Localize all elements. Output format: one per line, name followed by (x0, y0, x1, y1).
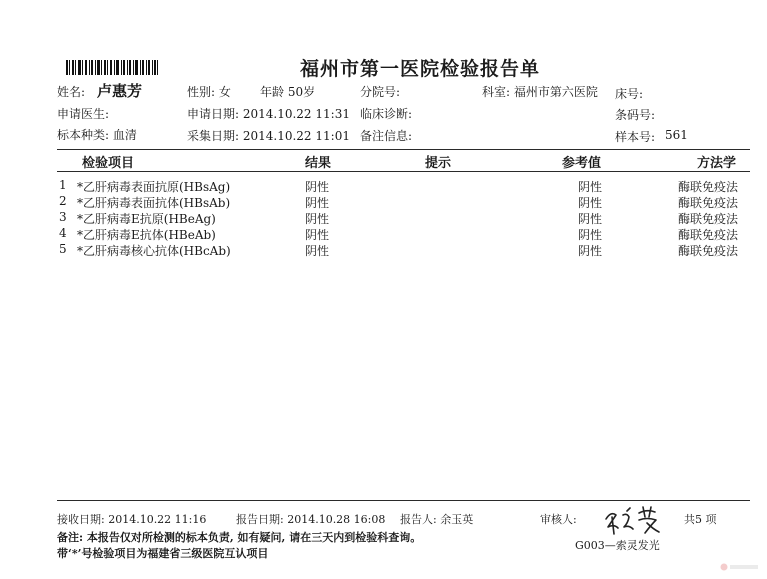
row-reference: 阴性 (578, 212, 603, 226)
reporter: 报告人: 余玉英 (400, 513, 474, 526)
receive-date: 接收日期: 2014.10.22 11:16 (57, 513, 207, 526)
row-result: 阴性 (305, 244, 330, 258)
row-method: 酶联免疫法 (678, 228, 739, 242)
row-number: 2 (59, 194, 67, 208)
report-date: 报告日期: 2014.10.28 16:08 (236, 513, 386, 526)
watermark-icon (720, 562, 760, 572)
row-reference: 阴性 (578, 196, 603, 210)
row-result: 阴性 (305, 196, 330, 210)
row-number: 3 (59, 210, 67, 224)
barcode-image (66, 60, 158, 75)
doctor-label: 申请医生: (57, 107, 110, 121)
footer-rule (57, 500, 750, 501)
row-number: 1 (59, 178, 67, 192)
reviewer-signature (603, 503, 663, 537)
apply-date-field: 申请日期: 2014.10.22 11:31 (187, 107, 350, 121)
row-result: 阴性 (305, 212, 330, 226)
table-top-rule (57, 149, 750, 150)
row-result: 阴性 (305, 228, 330, 242)
barcode-number-label: 条码号: (615, 108, 656, 122)
header-item: 检验项目 (82, 156, 135, 171)
collect-date-field: 采集日期: 2014.10.22 11:01 (187, 129, 350, 143)
branch-label: 分院号: (360, 85, 401, 99)
footer-note: 备注: 本报告仅对所检测的标本负责, 如有疑问, 请在三天内到检验科查询。 (57, 531, 422, 544)
bed-label: 床号: (615, 87, 644, 101)
sample-number-label: 样本号: (615, 130, 656, 144)
row-method: 酶联免疫法 (678, 212, 739, 226)
row-item: *乙肝病毒表面抗原(HBsAg) (77, 180, 231, 194)
table-header-rule (57, 171, 750, 172)
row-item: *乙肝病毒核心抗体(HBcAb) (77, 244, 231, 258)
instrument-code: G003—索灵发光 (575, 539, 660, 552)
clinical-diagnosis-label: 临床诊断: (360, 107, 413, 121)
header-method: 方法学 (697, 156, 737, 171)
name-label: 姓名: (57, 85, 86, 99)
sample-number: 561 (665, 128, 688, 142)
row-number: 5 (59, 242, 67, 256)
row-result: 阴性 (305, 180, 330, 194)
row-item: *乙肝病毒表面抗体(HBsAb) (77, 196, 231, 210)
footer-note-mutual: 带‘*’号检验项目为福建省三级医院互认项目 (57, 547, 269, 560)
row-item: *乙肝病毒E抗原(HBeAg) (77, 212, 216, 226)
department-field: 科室: 福州市第六医院 (482, 85, 598, 99)
row-method: 酶联免疫法 (678, 244, 739, 258)
gender-field: 性别: 女 (187, 85, 231, 99)
total-items: 共5 项 (684, 513, 717, 526)
row-reference: 阴性 (578, 228, 603, 242)
row-reference: 阴性 (578, 244, 603, 258)
header-reference: 参考值 (562, 156, 602, 171)
remark-label: 备注信息: (360, 129, 413, 143)
row-method: 酶联免疫法 (678, 196, 739, 210)
row-method: 酶联免疫法 (678, 180, 739, 194)
reviewer-label: 审核人: (540, 513, 577, 526)
row-item: *乙肝病毒E抗体(HBeAb) (77, 228, 216, 242)
header-result: 结果 (305, 156, 332, 171)
row-number: 4 (59, 226, 67, 240)
report-title: 福州市第一医院检验报告单 (300, 58, 541, 80)
specimen-field: 标本种类: 血清 (57, 128, 137, 142)
row-reference: 阴性 (578, 180, 603, 194)
header-hint: 提示 (425, 156, 452, 171)
patient-name: 卢惠芳 (97, 82, 143, 100)
age-field: 年龄 50岁 (260, 85, 316, 99)
